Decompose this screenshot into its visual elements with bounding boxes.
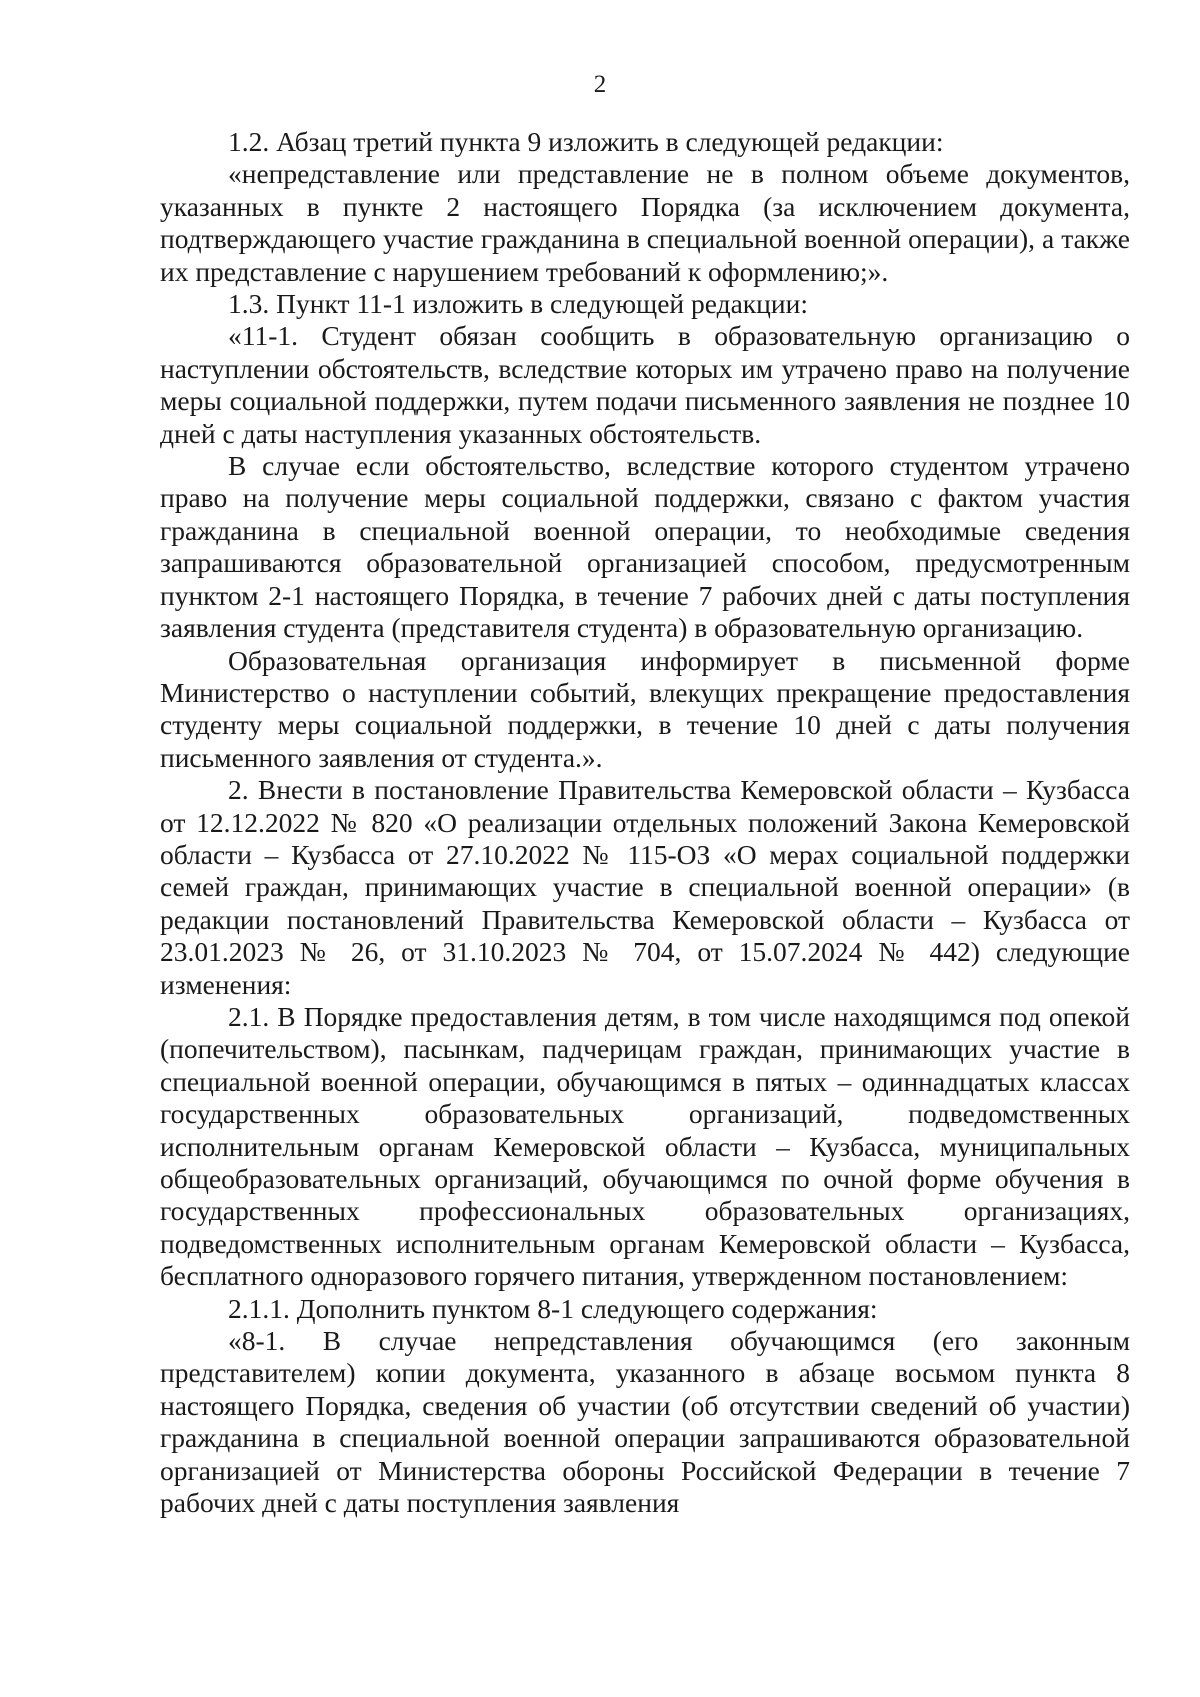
paragraph-1-2: 1.2. Абзац третий пункта 9 изложить в следующей редакции: (228, 126, 944, 157)
paragraph-2-1: 2.1. В Порядке предоставления детям, в том числе находящимся под опекой (попечительством), пасынкам, падчерицам граждан, принимающих участие в специальной военной операции, обучающимся в пятых – одиннадцатых классах государственных образовательных организаций, подведомственных исполнительным органам Кемеровской области – Кузбасса, муниципальных общеобразовательных организаций, обучающимся по очной форме обучения в государственных профессиональных образовательных организациях, подведомственных исполнительным органам Кемеровской области – Кузбасса, бесплатного одноразового горячего питания, утвержденном постановлением: (160, 1000, 1130, 1292)
paragraph-2-1-1: 2.1.1. Дополнить пунктом 8-1 следующего содержания: (228, 1292, 878, 1324)
paragraph-1-3: 1.3. Пункт 11-1 изложить в следующей редакции: (228, 288, 808, 320)
page-number: 2 (593, 71, 607, 98)
paragraph-8-1-quote: «8-1. В случае непредставления обучающимся (его законным представителем) копии документа, указанного в абзаце восьмом пункта 8 настоящего Порядка, сведения об участии (об отсутствии сведений об участии) гражданина в специальной военной операции запрашиваются образовательной организацией от Министерства обороны Российской Федерации в течение 7 рабочих дней с даты поступления заявления (160, 1325, 1130, 1519)
document-body (160, 126, 1130, 1519)
paragraph-11-1-quote: «11-1. Студент обязан сообщить в образовательную организацию о наступлении обстоятельств, вследствие которых им утрачено право на получение меры социальной поддержки, путем подачи письменного заявления не позднее 10 дней с даты наступления указанных обстоятельств. (160, 320, 1130, 449)
paragraph-1-2-quote: «непредставление или представление не в полном объеме документов, указанных в пункте 2 настоящего Порядка (за исключением документа, подтверждающего участие гражданина в специальной военной операции), а также их представление с нарушением требований к оформлению;». (160, 158, 1130, 287)
paragraph-2: 2. Внести в постановление Правительства Кемеровской области – Кузбасса от 12.12.2022 № 820 «О реализации отдельных положений Закона Кемеровской области – Кузбасса от 27.10.2022 № 115-ОЗ «О мерах социальной поддержки семей граждан, принимающих участие в специальной военной операции» (в редакции постановлений Правительства Кемеровской области – Кузбасса от 23.01.2023 № 26, от 31.10.2023 № 704, от 15.07.2024 № 442) следующие изменения: (160, 774, 1130, 1000)
paragraph-11-1-case: В случае если обстоятельство, вследствие которого студентом утрачено право на получение меры социальной поддержки, связано с фактом участия гражданина в специальной военной операции, то необходимые сведения запрашиваются образовательной организацией способом, предусмотренным пунктом 2-1 настоящего Порядка, в течение 7 рабочих дней с даты поступления заявления студента (представителя студента) в образовательную организацию. (160, 450, 1130, 644)
paragraph-11-1-inform: Образовательная организация информирует в письменной форме Министерство о наступлении событий, влекущих прекращение предоставления студенту меры социальной поддержки, в течение 10 дней с даты получения письменного заявления от студента.». (160, 644, 1130, 773)
